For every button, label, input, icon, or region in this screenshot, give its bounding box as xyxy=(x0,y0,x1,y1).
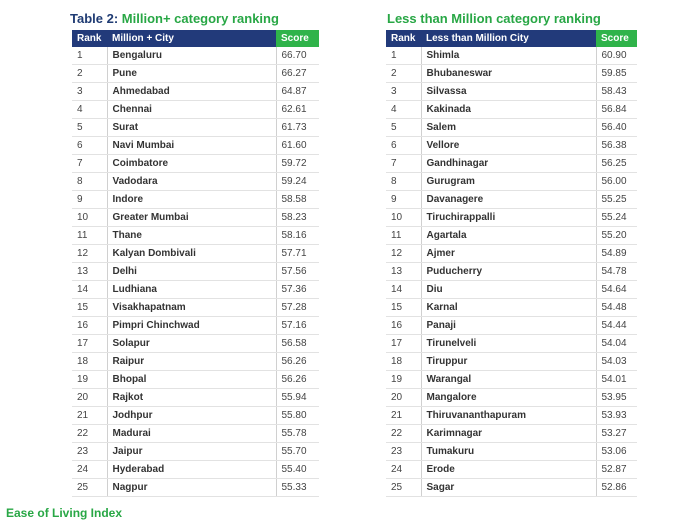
score-cell: 55.94 xyxy=(276,389,319,407)
rank-cell: 23 xyxy=(386,443,421,461)
score-column-header: Score xyxy=(596,30,637,47)
table-row xyxy=(72,389,319,407)
table-row xyxy=(386,263,637,281)
table-row xyxy=(386,299,637,317)
table-row xyxy=(72,443,319,461)
city-cell: Gurugram xyxy=(421,173,596,191)
score-cell: 52.87 xyxy=(596,461,637,479)
city-cell: Shimla xyxy=(421,47,596,65)
less-than-million-ranking-table xyxy=(386,30,637,497)
table-row xyxy=(72,83,319,101)
city-cell: Indore xyxy=(107,191,276,209)
table-row xyxy=(386,461,637,479)
score-cell: 64.87 xyxy=(276,83,319,101)
city-cell: Bengaluru xyxy=(107,47,276,65)
rank-cell: 20 xyxy=(72,389,107,407)
score-cell: 55.25 xyxy=(596,191,637,209)
table-row xyxy=(386,119,637,137)
rank-cell: 23 xyxy=(72,443,107,461)
rank-cell: 17 xyxy=(72,335,107,353)
table-row xyxy=(72,209,319,227)
score-cell: 61.60 xyxy=(276,137,319,155)
score-cell: 57.28 xyxy=(276,299,319,317)
rank-cell: 8 xyxy=(72,173,107,191)
city-cell: Madurai xyxy=(107,425,276,443)
city-cell: Jaipur xyxy=(107,443,276,461)
city-cell: Tiruchirappalli xyxy=(421,209,596,227)
rank-cell: 2 xyxy=(72,65,107,83)
score-cell: 54.48 xyxy=(596,299,637,317)
city-cell: Ahmedabad xyxy=(107,83,276,101)
rank-cell: 11 xyxy=(386,227,421,245)
table-row xyxy=(386,137,637,155)
score-cell: 54.01 xyxy=(596,371,637,389)
city-cell: Davanagere xyxy=(421,191,596,209)
rank-cell: 18 xyxy=(386,353,421,371)
score-cell: 56.00 xyxy=(596,173,637,191)
table-row xyxy=(72,263,319,281)
rank-column-header: Rank xyxy=(72,30,107,47)
table-row xyxy=(386,245,637,263)
table-row xyxy=(386,353,637,371)
rank-cell: 19 xyxy=(72,371,107,389)
city-cell: Thane xyxy=(107,227,276,245)
city-cell: Diu xyxy=(421,281,596,299)
rank-column-header: Rank xyxy=(386,30,421,47)
city-cell: Vadodara xyxy=(107,173,276,191)
rank-cell: 2 xyxy=(386,65,421,83)
city-cell: Kakinada xyxy=(421,101,596,119)
score-cell: 57.36 xyxy=(276,281,319,299)
city-cell: Bhopal xyxy=(107,371,276,389)
score-cell: 59.72 xyxy=(276,155,319,173)
city-cell: Erode xyxy=(421,461,596,479)
rank-cell: 12 xyxy=(386,245,421,263)
rank-cell: 6 xyxy=(386,137,421,155)
rank-cell: 5 xyxy=(72,119,107,137)
city-cell: Rajkot xyxy=(107,389,276,407)
table-row xyxy=(72,191,319,209)
table-row xyxy=(72,47,319,65)
rank-cell: 9 xyxy=(386,191,421,209)
score-cell: 59.85 xyxy=(596,65,637,83)
rank-cell: 9 xyxy=(72,191,107,209)
score-cell: 56.58 xyxy=(276,335,319,353)
rank-cell: 3 xyxy=(72,83,107,101)
city-cell: Panaji xyxy=(421,317,596,335)
rank-cell: 19 xyxy=(386,371,421,389)
rank-cell: 13 xyxy=(72,263,107,281)
table-row xyxy=(72,119,319,137)
score-cell: 61.73 xyxy=(276,119,319,137)
city-cell: Jodhpur xyxy=(107,407,276,425)
score-cell: 56.40 xyxy=(596,119,637,137)
score-cell: 53.93 xyxy=(596,407,637,425)
rank-cell: 21 xyxy=(72,407,107,425)
table-row xyxy=(386,101,637,119)
million-plus-ranking-table xyxy=(72,30,319,497)
score-cell: 60.90 xyxy=(596,47,637,65)
score-cell: 57.71 xyxy=(276,245,319,263)
city-cell: Bhubaneswar xyxy=(421,65,596,83)
city-cell: Karimnagar xyxy=(421,425,596,443)
table-row xyxy=(386,47,637,65)
table-row xyxy=(386,227,637,245)
rank-cell: 16 xyxy=(386,317,421,335)
score-cell: 54.64 xyxy=(596,281,637,299)
rank-cell: 10 xyxy=(72,209,107,227)
city-cell: Ludhiana xyxy=(107,281,276,299)
table-row xyxy=(72,101,319,119)
table-row xyxy=(386,335,637,353)
city-cell: Solapur xyxy=(107,335,276,353)
table-row xyxy=(72,425,319,443)
table-row xyxy=(386,191,637,209)
table-row xyxy=(72,155,319,173)
table-row xyxy=(386,173,637,191)
table-row xyxy=(386,371,637,389)
city-cell: Raipur xyxy=(107,353,276,371)
rank-cell: 17 xyxy=(386,335,421,353)
city-cell: Puducherry xyxy=(421,263,596,281)
city-cell: Tumakuru xyxy=(421,443,596,461)
rank-cell: 22 xyxy=(386,425,421,443)
rank-cell: 25 xyxy=(72,479,107,497)
score-cell: 58.43 xyxy=(596,83,637,101)
table-row xyxy=(72,407,319,425)
score-cell: 55.78 xyxy=(276,425,319,443)
table-row xyxy=(72,137,319,155)
table-row xyxy=(386,425,637,443)
rank-cell: 13 xyxy=(386,263,421,281)
city-cell: Thiruvananthapuram xyxy=(421,407,596,425)
city-cell: Greater Mumbai xyxy=(107,209,276,227)
table-row xyxy=(386,83,637,101)
left-table-title xyxy=(70,11,279,26)
table-row xyxy=(386,407,637,425)
table-header-row xyxy=(386,30,637,47)
city-cell: Warangal xyxy=(421,371,596,389)
rank-cell: 10 xyxy=(386,209,421,227)
score-cell: 54.78 xyxy=(596,263,637,281)
rank-cell: 4 xyxy=(72,101,107,119)
city-cell: Agartala xyxy=(421,227,596,245)
score-cell: 57.56 xyxy=(276,263,319,281)
score-cell: 53.06 xyxy=(596,443,637,461)
table-row xyxy=(72,65,319,83)
table-row xyxy=(386,317,637,335)
city-cell: Sagar xyxy=(421,479,596,497)
city-cell: Chennai xyxy=(107,101,276,119)
city-cell: Pune xyxy=(107,65,276,83)
city-cell: Delhi xyxy=(107,263,276,281)
rank-cell: 6 xyxy=(72,137,107,155)
city-cell: Ajmer xyxy=(421,245,596,263)
score-cell: 54.44 xyxy=(596,317,637,335)
table-header-row xyxy=(72,30,319,47)
rank-cell: 18 xyxy=(72,353,107,371)
left-table-name: Million+ category ranking xyxy=(121,11,279,26)
rank-cell: 7 xyxy=(386,155,421,173)
rank-cell: 1 xyxy=(72,47,107,65)
table-row xyxy=(386,479,637,497)
rank-cell: 1 xyxy=(386,47,421,65)
score-cell: 66.70 xyxy=(276,47,319,65)
score-cell: 55.40 xyxy=(276,461,319,479)
table-row xyxy=(72,461,319,479)
city-cell: Visakhapatnam xyxy=(107,299,276,317)
score-cell: 57.16 xyxy=(276,317,319,335)
city-cell: Gandhinagar xyxy=(421,155,596,173)
rank-cell: 11 xyxy=(72,227,107,245)
city-cell: Karnal xyxy=(421,299,596,317)
rank-cell: 21 xyxy=(386,407,421,425)
rank-cell: 14 xyxy=(72,281,107,299)
score-cell: 55.20 xyxy=(596,227,637,245)
rank-cell: 7 xyxy=(72,155,107,173)
score-cell: 56.84 xyxy=(596,101,637,119)
score-cell: 58.23 xyxy=(276,209,319,227)
rank-cell: 25 xyxy=(386,479,421,497)
city-cell: Tirunelveli xyxy=(421,335,596,353)
city-cell: Silvassa xyxy=(421,83,596,101)
table-number: Table 2: xyxy=(70,11,119,26)
table-row xyxy=(72,281,319,299)
score-cell: 55.70 xyxy=(276,443,319,461)
score-cell: 54.03 xyxy=(596,353,637,371)
table-row xyxy=(386,281,637,299)
rank-cell: 14 xyxy=(386,281,421,299)
city-column-header: Million + City xyxy=(107,30,276,47)
city-cell: Nagpur xyxy=(107,479,276,497)
score-cell: 66.27 xyxy=(276,65,319,83)
rank-cell: 24 xyxy=(386,461,421,479)
score-cell: 52.86 xyxy=(596,479,637,497)
rank-cell: 16 xyxy=(72,317,107,335)
table-row xyxy=(72,245,319,263)
table-row xyxy=(72,173,319,191)
table-row xyxy=(72,479,319,497)
table-row xyxy=(72,317,319,335)
rank-cell: 8 xyxy=(386,173,421,191)
table-row xyxy=(72,227,319,245)
rank-cell: 12 xyxy=(72,245,107,263)
table-row xyxy=(386,65,637,83)
rank-cell: 15 xyxy=(386,299,421,317)
city-cell: Mangalore xyxy=(421,389,596,407)
table-row xyxy=(386,209,637,227)
rank-cell: 20 xyxy=(386,389,421,407)
score-cell: 58.16 xyxy=(276,227,319,245)
score-cell: 53.27 xyxy=(596,425,637,443)
score-cell: 53.95 xyxy=(596,389,637,407)
score-cell: 62.61 xyxy=(276,101,319,119)
rank-cell: 15 xyxy=(72,299,107,317)
score-cell: 56.25 xyxy=(596,155,637,173)
score-cell: 55.33 xyxy=(276,479,319,497)
table-row xyxy=(72,299,319,317)
rank-cell: 4 xyxy=(386,101,421,119)
score-cell: 56.38 xyxy=(596,137,637,155)
city-cell: Surat xyxy=(107,119,276,137)
city-cell: Pimpri Chinchwad xyxy=(107,317,276,335)
city-cell: Tiruppur xyxy=(421,353,596,371)
rank-cell: 3 xyxy=(386,83,421,101)
city-cell: Navi Mumbai xyxy=(107,137,276,155)
rank-cell: 5 xyxy=(386,119,421,137)
score-cell: 55.24 xyxy=(596,209,637,227)
report-footer-title: Ease of Living Index xyxy=(6,506,123,520)
rank-cell: 24 xyxy=(72,461,107,479)
score-cell: 56.26 xyxy=(276,371,319,389)
table-row xyxy=(386,443,637,461)
table-row xyxy=(72,335,319,353)
right-table-title: Less than Million category ranking xyxy=(387,11,601,26)
score-column-header: Score xyxy=(276,30,319,47)
score-cell: 54.89 xyxy=(596,245,637,263)
score-cell: 58.58 xyxy=(276,191,319,209)
score-cell: 56.26 xyxy=(276,353,319,371)
table-row xyxy=(386,389,637,407)
score-cell: 59.24 xyxy=(276,173,319,191)
city-cell: Vellore xyxy=(421,137,596,155)
table-row xyxy=(72,353,319,371)
rank-cell: 22 xyxy=(72,425,107,443)
city-cell: Hyderabad xyxy=(107,461,276,479)
city-cell: Salem xyxy=(421,119,596,137)
score-cell: 55.80 xyxy=(276,407,319,425)
table-row xyxy=(72,371,319,389)
city-cell: Coimbatore xyxy=(107,155,276,173)
city-cell: Kalyan Dombivali xyxy=(107,245,276,263)
city-column-header: Less than Million City xyxy=(421,30,596,47)
score-cell: 54.04 xyxy=(596,335,637,353)
table-row xyxy=(386,155,637,173)
